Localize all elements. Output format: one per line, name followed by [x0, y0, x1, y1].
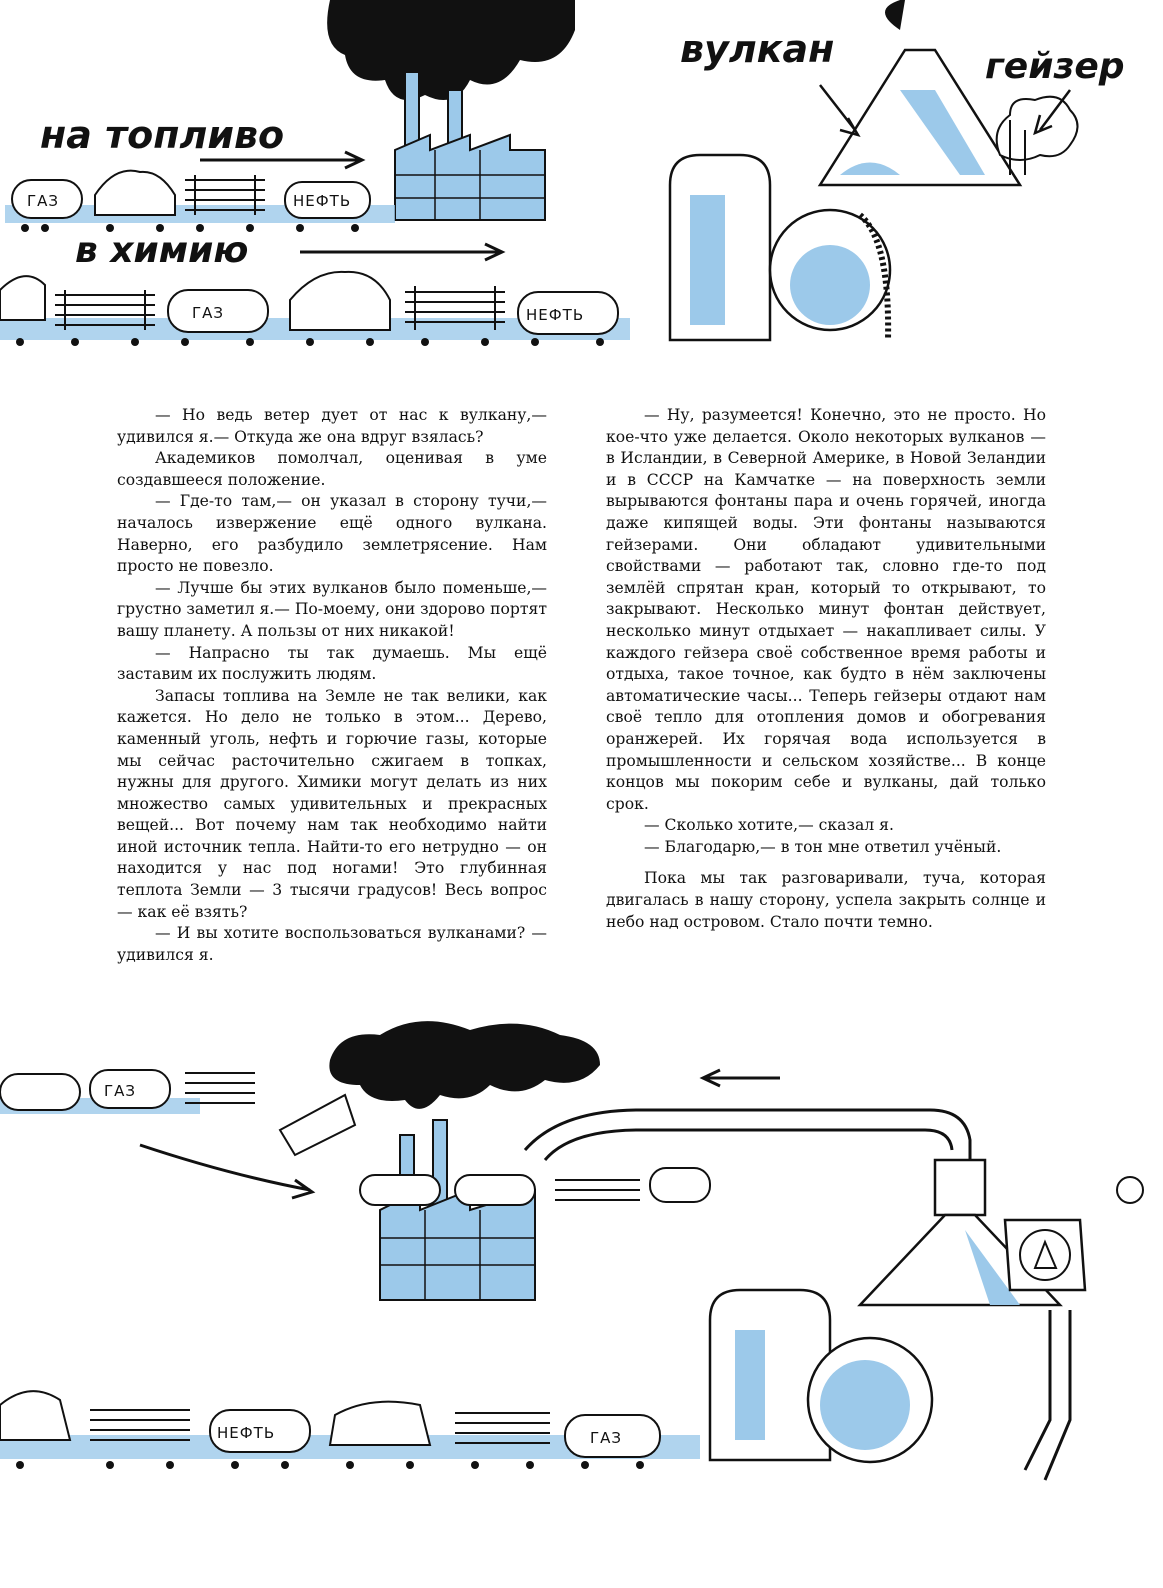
factory-icon [380, 1120, 535, 1300]
steam-pipe-icon [525, 1110, 970, 1160]
factory-icon [395, 72, 545, 220]
paragraph: — Сколько хотите,— сказал я. [644, 816, 894, 835]
tank-oil-label-1: НЕФТЬ [293, 192, 352, 210]
smoke-cloud-icon [329, 1021, 600, 1109]
clock-icon [1005, 1177, 1143, 1290]
top-illustration [0, 0, 1163, 372]
label-chemistry: в химию [75, 230, 249, 271]
tank-oil-label-2: НЕФТЬ [526, 306, 585, 324]
paragraph: — Благодарю,— в тон мне ответил учёный. [644, 837, 1002, 856]
geyser-icon [997, 90, 1078, 175]
volcano-icon [820, 0, 1020, 185]
storage-tanks-icon [710, 1290, 932, 1462]
tank-gas-label-1: ГАЗ [27, 192, 60, 210]
paragraph: — Лучше бы этих вулканов было поменьше,— грустно заметил я.— По-моему, они здорово портят вашу планету. А пользы от них никакой! [117, 578, 548, 640]
label-volcano: вулкан [680, 27, 835, 71]
paragraph: — И вы хотите воспользоваться вулканами? — удивился я. [117, 924, 547, 964]
paragraph: — Ну, разумеется! Конечно, это не просто. Но кое-что уже делается. Около некоторых вулканов — в Исландии, в Северной Америке, в Новой Зеландии и в СССР на Камчатке — на поверхность земли вырываются фонтаны пара и очень горячей, иногда даже кипящей воды. Эти фонтаны называются гейзерами. Они обладают удивительными свойствами — работают так, словно где-то под землёй спрятан кран, который то открывают, то закрывают. Несколько минут фонтан действует, несколько минут отдыхает — накапливает силы. У каждого гейзера своё собственное время работы и отдыха, такое точное, как будто в нём заключены автоматические часы... Теперь гейзеры отдают нам своё тепло для отопления домов и обогревания оранжерей. Их горячая вода используется в промышленности и сельском хозяйстве... В конце концов мы покорим себе и вулканы, дай только срок. [606, 406, 1046, 813]
label-geyser: гейзер [985, 46, 1125, 87]
arrow-chemistry-icon [300, 244, 502, 260]
tank-oil-label-3: НЕФТЬ [217, 1424, 276, 1442]
tank-gas-label-2: ГАЗ [192, 304, 225, 322]
pipe-right-icon [1025, 1310, 1070, 1480]
text-column-left [117, 405, 547, 966]
tipping-car-icon [280, 1095, 355, 1155]
train-row-chemistry [0, 272, 630, 346]
paragraph: Запасы топлива на Земле не так велики, как кажется. Но дело не только в этом... Дерево, каменный уголь, нефть и горючие газы, которые мы сейчас расточительно сжигаем в топках, нужны для другого. Химики могут делать из них множество самых удивительных и прекрасных вещей... Вот почему нам так необходимо найти иной источник тепла. Найти-то его нетрудно — он находится у нас под ногами! Это глубинная теплота Земли — 3 тысячи градусов! Весь вопрос — как её взять? [117, 686, 547, 921]
label-fuel: на топливо [40, 113, 285, 157]
text-column-right [606, 405, 1046, 933]
arrow-return-icon [703, 1070, 780, 1086]
tank-gas-label-3: ГАЗ [104, 1082, 137, 1100]
bottom-illustration [0, 1010, 1163, 1570]
train-row-upper [0, 1070, 255, 1114]
paragraph: Академиков помолчал, оценивая в уме создавшееся положение. [117, 449, 547, 489]
arrow-to-tanks-icon [140, 1145, 312, 1198]
tank-gas-label-4: ГАЗ [590, 1429, 623, 1447]
paragraph: — Где-то там,— он указал в сторону тучи,— началось извержение ещё одного вулкана. Наверно, его разбудило землетрясение. Нам просто не повезло. [117, 492, 547, 576]
smoke-cloud-icon [327, 0, 575, 100]
train-row-lower [0, 1391, 700, 1469]
paragraph: — Напрасно ты так думаешь. Мы ещё заставим их послужить людям. [117, 643, 547, 684]
paragraph: — Но ведь ветер дует от нас к вулкану,— удивился я.— Откуда же она вдруг взялась? [117, 406, 547, 446]
train-row-fuel [5, 171, 395, 232]
paragraph: Пока мы так разговаривали, туча, которая двигалась в нашу сторону, успела закрыть солнце и небо над островом. Стало почти темно. [606, 869, 1046, 931]
